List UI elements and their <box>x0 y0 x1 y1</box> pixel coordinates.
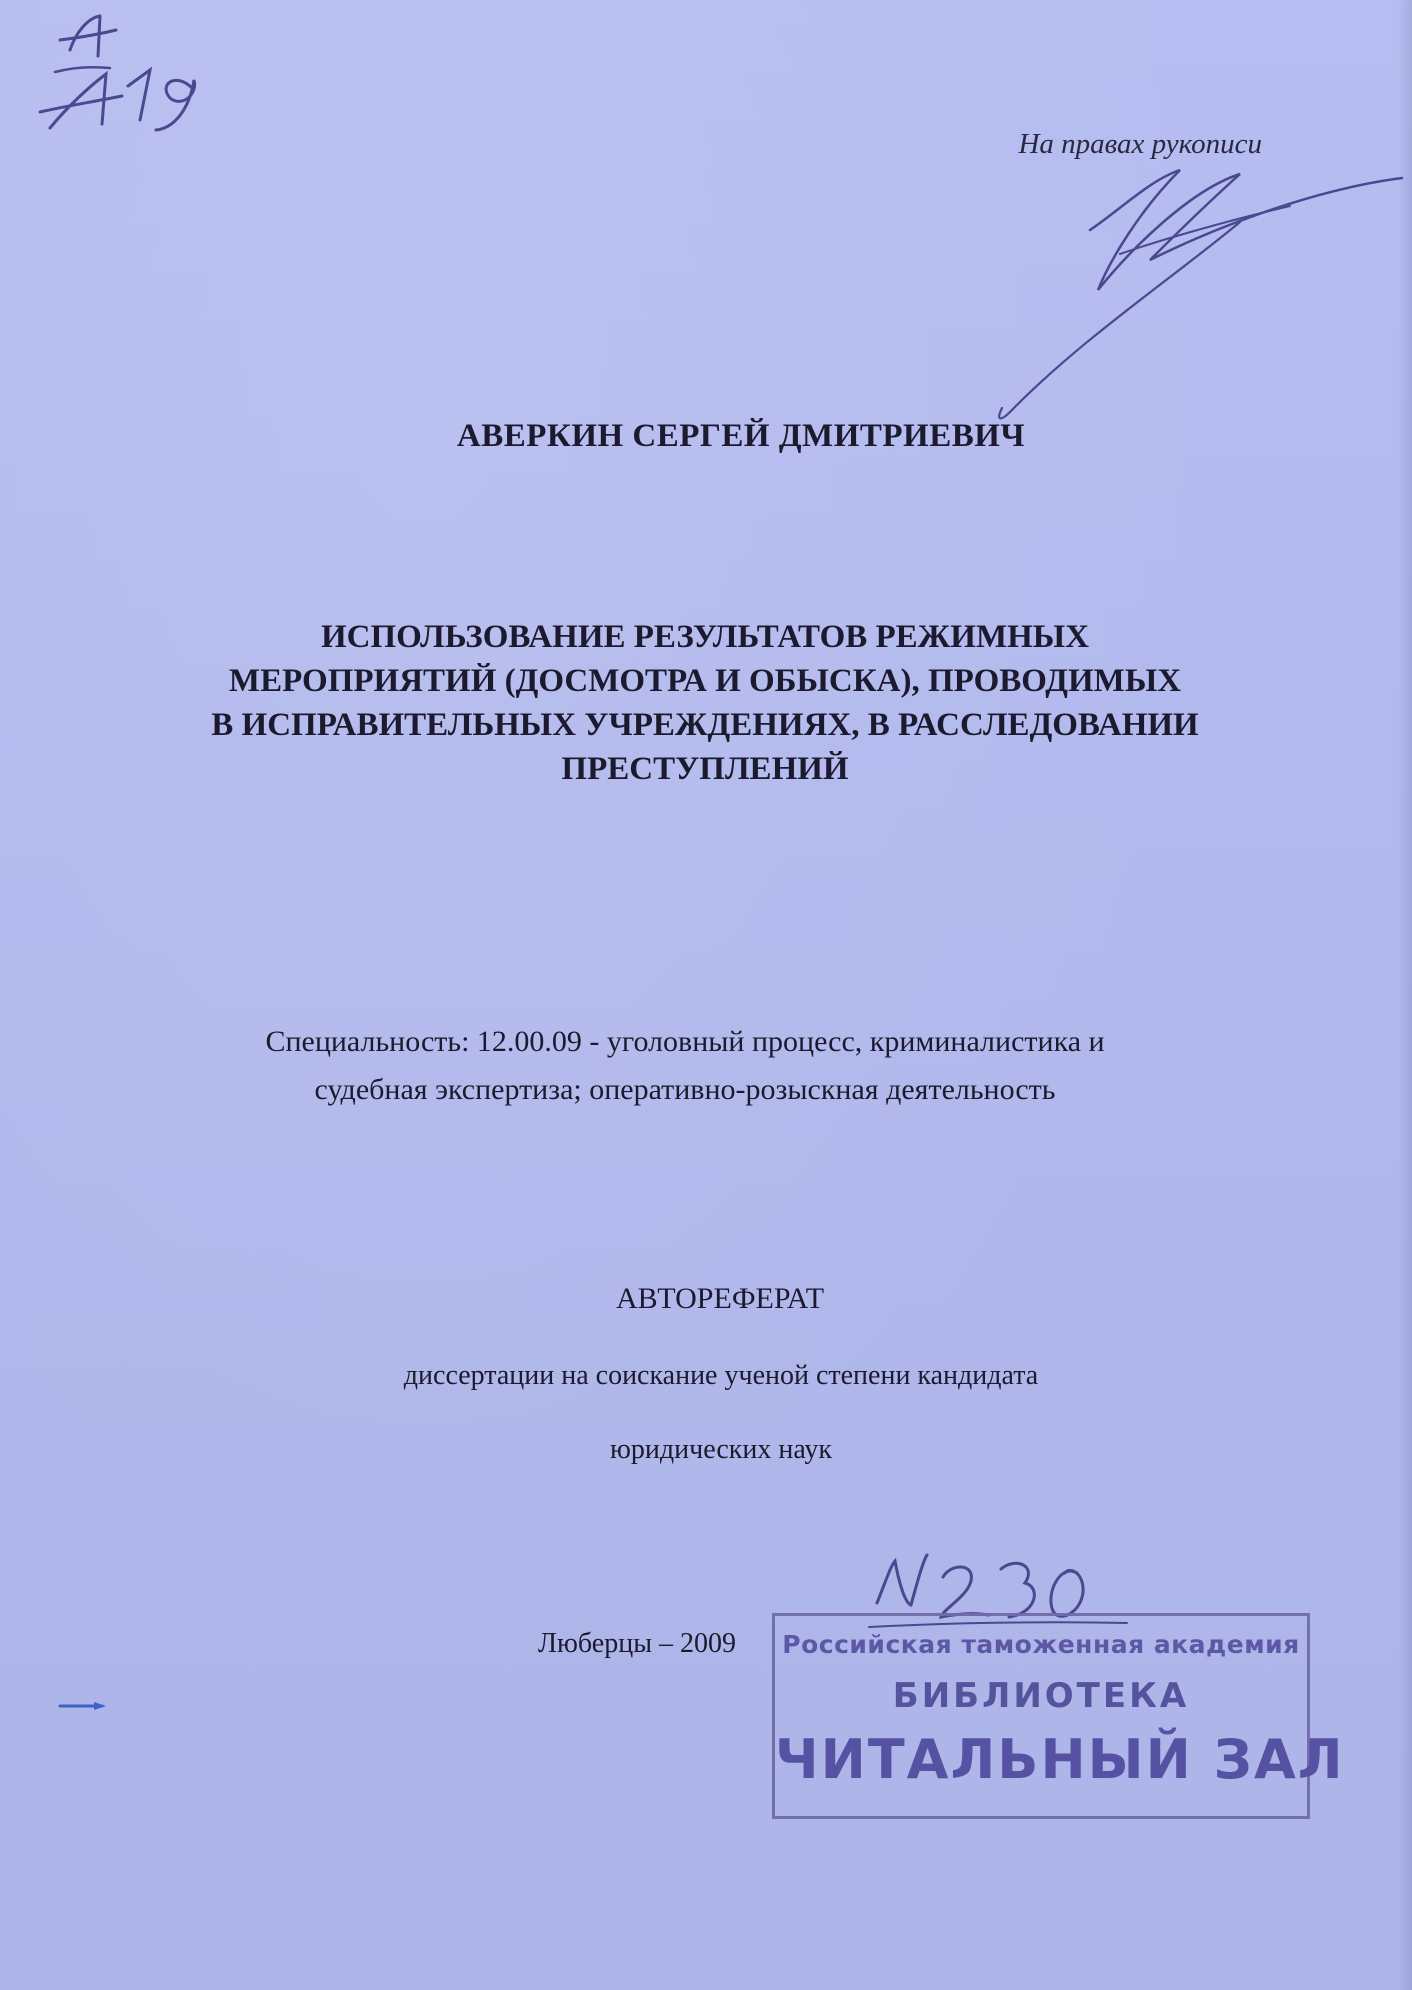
degree-line: диссертации на соискание ученой степени кандидата <box>403 1360 1039 1391</box>
document-type: АВТОРЕФЕРАТ <box>615 1282 825 1315</box>
title-line: В ИСПРАВИТЕЛЬНЫХ УЧРЕЖДЕНИЯХ, В РАССЛЕДОВАНИИ <box>211 707 1199 743</box>
specialty-line: судебная экспертиза; оперативно-розыскная деятельность <box>314 1073 1056 1106</box>
stamp-academy-name: Российская таможенная академия <box>782 1630 1300 1659</box>
author-name: АВЕРКИН СЕРГЕЙ ДМИТРИЕВИЧ <box>456 418 1026 454</box>
title-line: ИСПОЛЬЗОВАНИЕ РЕЗУЛЬТАТОВ РЕЖИМНЫХ <box>320 619 1090 655</box>
manuscript-rights-note: На правах рукописи <box>1018 128 1262 160</box>
stamp-reading-room-label: ЧИТАЛЬНЫЙ ЗАЛ <box>775 1728 1345 1791</box>
stamp-number-text: N 230 <box>665 1343 668 1344</box>
blue-ink-mark <box>58 1700 110 1712</box>
specialty <box>130 1018 1240 1114</box>
city-year: Люберцы – 2009 <box>538 1628 737 1659</box>
handwritten-catalog-mark <box>30 10 240 140</box>
stamp-library-label: БИБЛИОТЕКА <box>892 1676 1190 1716</box>
library-stamp <box>772 1613 1345 1819</box>
field-line: юридических наук <box>610 1434 832 1465</box>
dissertation-title <box>150 615 1260 791</box>
title-line: МЕРОПРИЯТИЙ (ДОСМОТРА И ОБЫСКА), ПРОВОДИМЫХ <box>228 663 1182 699</box>
author-signature <box>990 150 1410 430</box>
specialty-line: Специальность: 12.00.09 - уголовный процесс, криминалистика и <box>265 1025 1105 1058</box>
title-line: ПРЕСТУПЛЕНИЙ <box>561 751 849 787</box>
